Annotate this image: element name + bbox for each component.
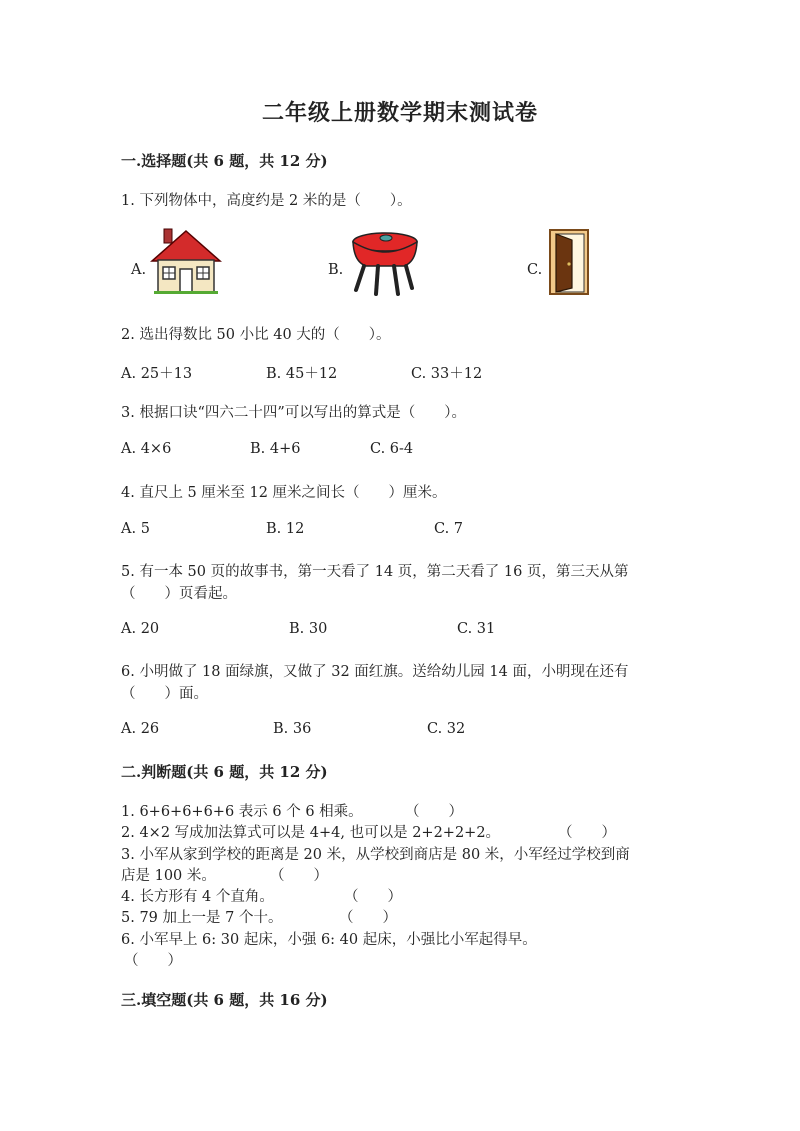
judge-item-1: 1. 6+6+6+6+6 表示 6 个 6 相乘。 (121, 804, 363, 820)
option-b: B. 4+6 (250, 441, 301, 457)
door-icon (546, 228, 592, 296)
judge-item-2: 2. 4×2 写成加法算式可以是 4+4, 也可以是 2+2+2+2。 (121, 825, 501, 841)
house-icon (150, 227, 222, 295)
answer-paren: （ ） (270, 868, 328, 884)
option-c: C. 33＋12 (411, 366, 483, 382)
option-c: C. 7 (434, 521, 464, 537)
option-a: A. 20 (121, 621, 160, 637)
judge-item-3-line-1: 3. 小军从家到学校的距离是 20 米，从学校到商店是 80 米，小军经过学校到商 (121, 847, 630, 863)
table-icon (348, 228, 422, 296)
question-4: 4. 直尺上 5 厘米至 12 厘米之间长（ ）厘米。 (121, 485, 447, 501)
question-1: 1. 下列物体中，高度约是 2 米的是（ ）。 (121, 193, 412, 209)
judge-item-5: 5. 79 加上一是 7 个十。 (121, 910, 283, 926)
section-heading-fill: 三.填空题(共 6 题，共 16 分) (121, 991, 328, 1009)
question-5-line-2: （ ）页看起。 (121, 586, 237, 602)
section-heading-choice: 一.选择题(共 6 题，共 12 分) (121, 152, 328, 170)
question-3: 3. 根据口诀“四六二十四”可以写出的算式是（ ）。 (121, 405, 467, 421)
option-b: B. 36 (273, 721, 312, 737)
option-c: C. (527, 262, 543, 278)
question-2: 2. 选出得数比 50 小比 40 大的（ ）。 (121, 327, 391, 343)
option-b: B. 12 (266, 521, 305, 537)
answer-paren: （ ） (344, 889, 402, 905)
option-a: A. 25＋13 (121, 366, 193, 382)
section-heading-judge: 二.判断题(共 6 题，共 12 分) (121, 763, 328, 781)
option-b: B. 45＋12 (266, 366, 338, 382)
option-a: A. 5 (121, 521, 150, 537)
option-b: B. (328, 262, 344, 278)
judge-item-6: 6. 小军早上 6: 30 起床，小强 6: 40 起床，小强比小军起得早。 (121, 932, 537, 948)
question-6-line-1: 6. 小明做了 18 面绿旗，又做了 32 面红旗。送给幼儿园 14 面，小明现在还有 (121, 664, 629, 680)
judge-item-3-line-2: 店是 100 米。 (121, 868, 216, 884)
question-5-line-1: 5. 有一本 50 页的故事书，第一天看了 14 页，第二天看了 16 页，第三天从第 (121, 564, 629, 580)
option-a: A. 26 (121, 721, 160, 737)
answer-paren: （ ） (558, 825, 616, 841)
option-c: C. 6-4 (370, 441, 414, 457)
option-a: A. 4×6 (121, 441, 172, 457)
judge-item-4: 4. 长方形有 4 个直角。 (121, 889, 274, 905)
option-b: B. 30 (289, 621, 328, 637)
question-6-line-2: （ ）面。 (121, 686, 208, 702)
answer-paren: （ ） (124, 953, 182, 969)
option-c: C. 31 (457, 621, 496, 637)
option-a: A. (131, 262, 147, 278)
page-title: 二年级上册数学期末测试卷 (261, 100, 538, 126)
answer-paren: （ ） (339, 910, 397, 926)
option-c: C. 32 (427, 721, 466, 737)
answer-paren: （ ） (405, 804, 463, 820)
